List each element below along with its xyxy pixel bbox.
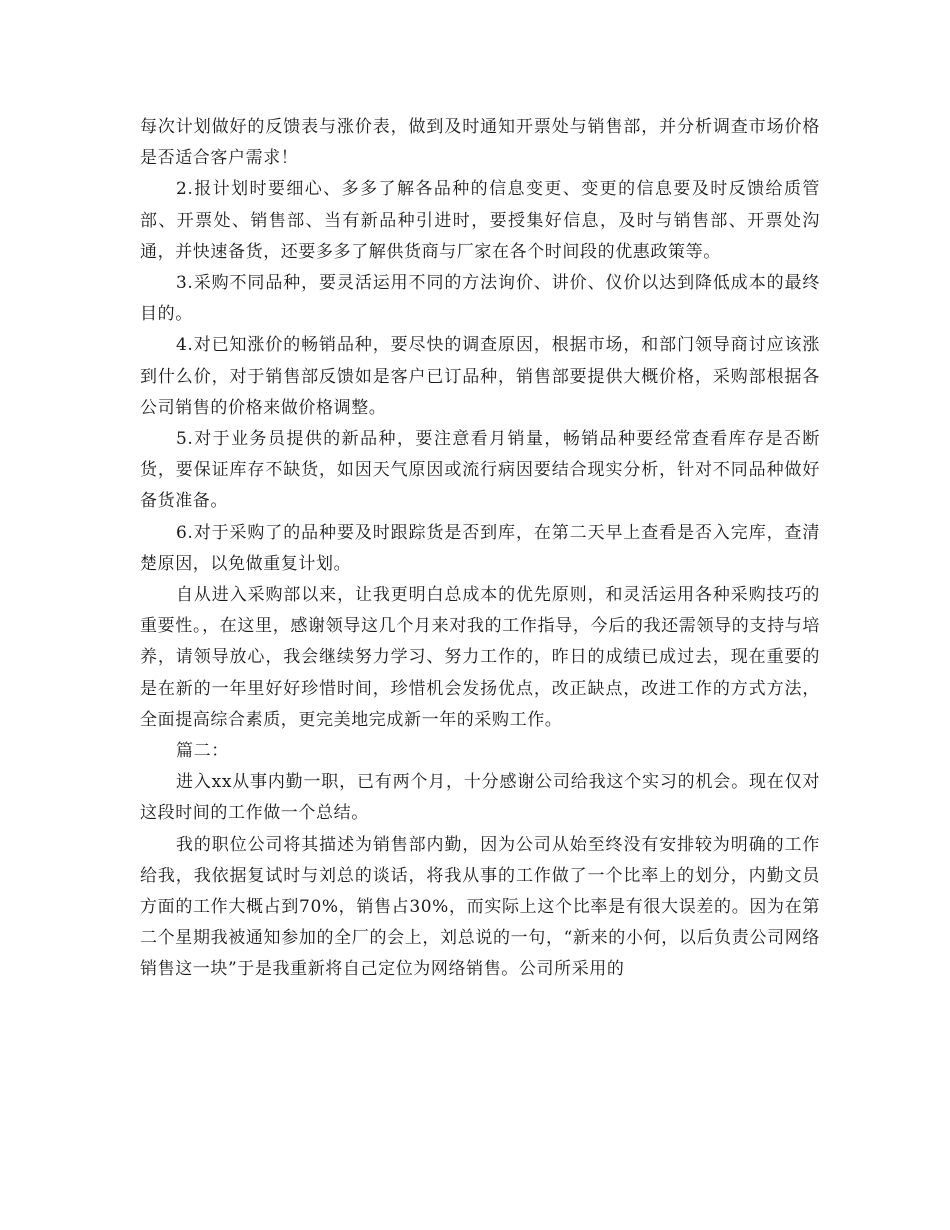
- section-heading: 篇二：: [176, 741, 229, 762]
- paragraph: 自从进入采购部以来，让我更明白总成本的优先原则，和灵活运用各种采购技巧的重要性。，在这里，感谢领导这几个月来对我的工作指导，今后的我还需领导的支持与培养，请领导放心，我会继续努力学习、努力工作的，昨日的成绩已成过去，现在重要的是在新的一年里好好珍惜时间，珍惜机会发扬优点，改正缺点，改进工作的方式方法，全面提高综合素质，更完美地完成新一年的采购工作。: [140, 585, 820, 730]
- document-body: [140, 112, 820, 986]
- paragraph: 我的职位公司将其描述为销售部内勤，因为公司从始至终没有安排较为明确的工作给我，我依据复试时与刘总的谈话，将我从事的工作做了一个比率上的划分，内勤文员方面的工作大概占到70%，销售占30%，而实际上这个比率是有很大误差的。因为在第二个星期我被通知参加的全厂的会上，刘总说的一句，“新来的小何，以后负责公司网络销售这一块”于是我重新将自己定位为网络销售。公司所采用的: [140, 834, 820, 980]
- paragraph: 2.报计划时要细心、多多了解各品种的信息变更、变更的信息要及时反馈给质管部、开票处、销售部、当有新品种引进时，要授集好信息，及时与销售部、开票处沟通，并快速备货，还要多多了解供货商与厂家在各个时间段的优惠政策等。: [140, 179, 820, 262]
- paragraph: 6.对于采购了的品种要及时跟踪货是否到库，在第二天早上查看是否入完库，查清楚原因，以免做重复计划。: [140, 522, 820, 574]
- paragraph: 3.采购不同品种，要灵活运用不同的方法询价、讲价、仪价以达到降低成本的最终目的。: [140, 273, 820, 325]
- paragraph: 进入xx从事内勤一职，已有两个月，十分感谢公司给我这个实习的机会。现在仅对这段时间的工作做一个总结。: [140, 772, 820, 824]
- paragraph: 4.对已知涨价的畅销品种，要尽快的调查原因，根据市场，和部门领导商讨应该涨到什么价，对于销售部反馈如是客户已订品种，销售部要提供大概价格，采购部根据各公司销售的价格来做价格调整。: [140, 335, 820, 418]
- paragraph: 5.对于业务员提供的新品种，要注意看月销量，畅销品种要经常查看库存是否断货，要保证库存不缺货，如因天气原因或流行病因要结合现实分析，针对不同品种做好备货准备。: [140, 429, 820, 512]
- paragraph: 每次计划做好的反馈表与涨价表，做到及时通知开票处与销售部，并分析调查市场价格是否适合客户需求！: [140, 117, 820, 169]
